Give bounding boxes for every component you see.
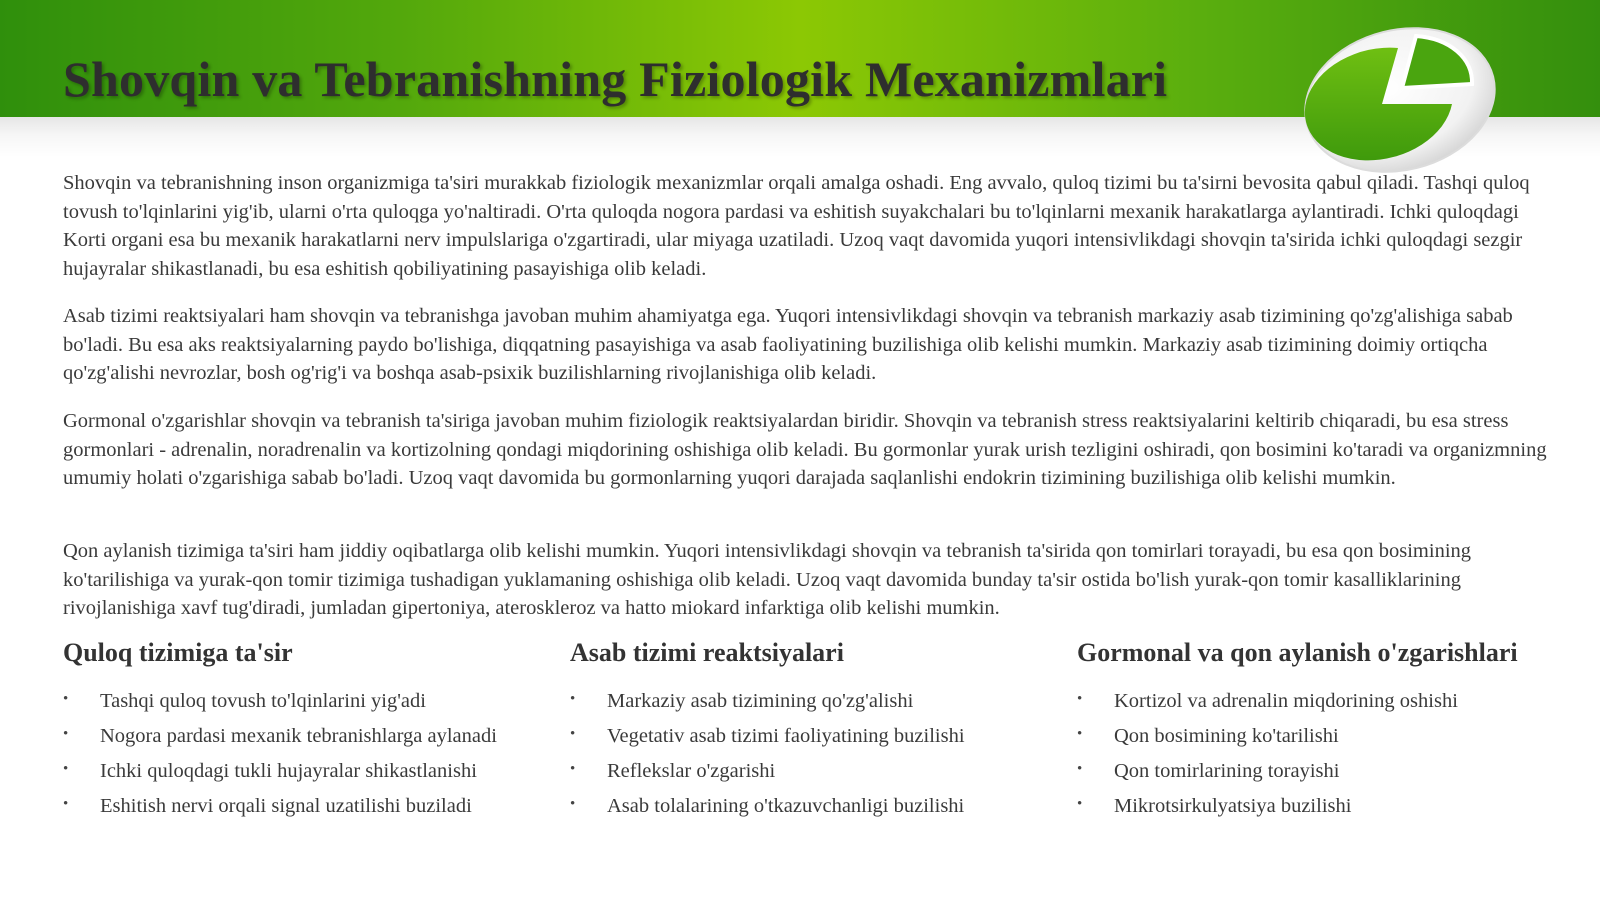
list-item: • Mikrotsirkulyatsiya buzilishi <box>1077 789 1577 824</box>
bullet-icon: • <box>63 726 69 742</box>
column-heading: Quloq tizimiga ta'sir <box>63 638 293 667</box>
bullet-list <box>63 684 563 824</box>
bullet-icon: • <box>63 691 69 707</box>
paragraph-ear-system: Shovqin va tebranishning inson organizmiga ta'siri murakkab fiziologik mexanizmlar orqali amalga oshadi. Eng avvalo, quloq tizimi bu ta'sirni bevosita qabul qiladi. Tashqi quloq tovush to'lqinlarini yig'ib, ularni o'rta quloqga yo'naltiradi. O'rta quloqda nogora pardasi va eshitish suyakchalari bu to'lqinlarni mexanik harakatlarga aylantiradi. Ichki quloqdagi Korti organi esa bu mexanik harakatlarni nerv impulslariga o'zgartiradi, ular miyaga uzatiladi. Uzoq vaqt davomida yuqori intensivlikdagi shovqin ta'sirida ichki quloqdagi sezgir hujayralar shikastlanadi, bu esa eshitish qobiliyatining pasayishiga olib keladi. <box>63 172 1530 280</box>
bullet-icon: • <box>1077 761 1083 777</box>
bullet-list <box>570 684 1070 824</box>
slide-title: Shovqin va Tebranishning Fiziologik Mexanizmlari <box>63 51 1168 107</box>
bullet-icon: • <box>570 726 576 742</box>
bullet-icon: • <box>570 796 576 812</box>
bullet-icon: • <box>63 761 69 777</box>
list-item: • Kortizol va adrenalin miqdorining oshishi <box>1077 684 1577 719</box>
list-item: • Ichki quloqdagi tukli hujayralar shikastlanishi <box>63 754 563 789</box>
bullet-list <box>1077 684 1577 824</box>
paragraph-circulatory-system: Qon aylanish tizimiga ta'siri ham jiddiy oqibatlarga olib kelishi mumkin. Yuqori intensivlikdagi shovqin va tebranish ta'sirida qon tomirlari torayadi, bu esa qon bosimining ko'tarilishiga va yurak-qon tomir tizimiga tushadigan yuklamaning oshishiga olib keladi. Uzoq vaqt davomida bunday ta'sir ostida bo'lish yurak-qon tomir kasalliklarining rivojlanishiga xavf tug'diradi, jumladan gipertoniya, ateroskleroz va hatto miokard infarktiga olib kelishi mumkin. <box>63 540 1472 619</box>
bullet-icon: • <box>570 761 576 777</box>
list-item: • Eshitish nervi orqali signal uzatilishi buziladi <box>63 789 563 824</box>
list-item: • Reflekslar o'zgarishi <box>570 754 1070 789</box>
list-item: • Qon tomirlarining torayishi <box>1077 754 1577 789</box>
list-item: • Nogora pardasi mexanik tebranishlarga aylanadi <box>63 719 563 754</box>
column-nervous-system <box>570 635 1070 824</box>
list-item: • Vegetativ asab tizimi faoliyatining buzilishi <box>570 719 1070 754</box>
column-heading: Asab tizimi reaktsiyalari <box>570 638 844 667</box>
list-item: • Markaziy asab tizimining qo'zg'alishi <box>570 684 1070 719</box>
column-ear-system <box>63 635 563 824</box>
column-hormonal-circulation <box>1077 635 1577 824</box>
bullet-icon: • <box>1077 691 1083 707</box>
paragraph-hormonal-changes: Gormonal o'zgarishlar shovqin va tebranish ta'siriga javoban muhim fiziologik reaktsiyalardan biridir. Shovqin va tebranish stress reaktsiyalarini keltirib chiqaradi, bu esa stress gormonlari - adrenalin, noradrenalin va kortizolning qondagi miqdorining oshishiga olib keladi. Bu gormonlar yurak urish tezligini oshiradi, qon bosimini ko'taradi va organizmning umumiy holati o'zgarishiga sabab bo'ladi. Uzoq vaqt davomida bu gormonlarning yuqori darajada saqlanlishi endokrin tizimining buzilishiga olib kelishi mumkin. <box>63 410 1547 489</box>
list-item: • Tashqi quloq tovush to'lqinlarini yig'adi <box>63 684 563 719</box>
list-item: • Qon bosimining ko'tarilishi <box>1077 719 1577 754</box>
list-item: • Asab tolalarining o'tkazuvchanligi buzilishi <box>570 789 1070 824</box>
column-heading: Gormonal va qon aylanish o'zgarishlari <box>1077 638 1518 667</box>
paragraph-nervous-system: Asab tizimi reaktsiyalari ham shovqin va tebranishga javoban muhim ahamiyatga ega. Yuqori intensivlikdagi shovqin va tebranish markaziy asab tizimining qo'zg'alishiga sabab bo'ladi. Bu esa aks reaktsiyalarning paydo bo'lishiga, diqqatning pasayishiga va asab faoliyatining buzilishiga olib kelishi mumkin. Markaziy asab tizimining doimiy ortiqcha qo'zg'alishi nevrozlar, bosh og'rig'i va boshqa asab-psixik buzilishlarning rivojlanishiga olib keladi. <box>63 305 1513 384</box>
bullet-icon: • <box>570 691 576 707</box>
pie-chart-icon <box>1300 22 1530 182</box>
bullet-icon: • <box>63 796 69 812</box>
bullet-icon: • <box>1077 726 1083 742</box>
bullet-icon: • <box>1077 796 1083 812</box>
